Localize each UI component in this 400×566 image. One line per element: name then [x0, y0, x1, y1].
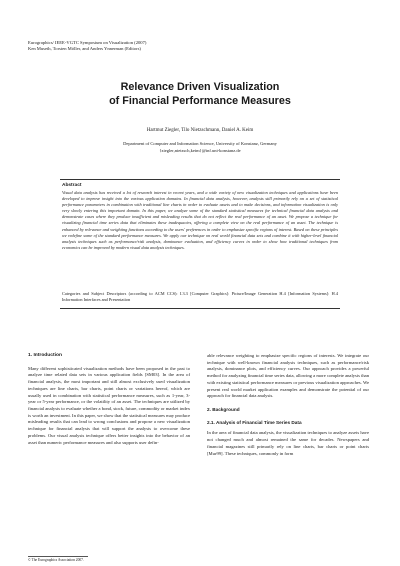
affiliation-department: Department of Computer and Information Science, University of Konstanz, Germany	[123, 141, 277, 146]
paper-title	[0, 80, 400, 108]
venue-line-1: Eurographics/ IEEE-VGTC Symposium on Visualization (2007)	[28, 40, 147, 45]
abstract-text: Visual data analysis has received a lot of research interest in recent years, and a wide variety of new visualization techniques and applications have been developed to improve insight into the various application domains. In financial data analysis, however, analysts still primarily rely on a set of statistical performance parameters in combination with traditional line charts in order to evaluate assets and to make decisions, and information visualization is only very slowly entering this important domain. In this paper, we analyze some of the standard statistical measures for technical financial data analysis and demonstrate cases where they produce insufficient and misleading results that do not reflect the real performance of an asset. We propose a technique for visualizing financial time series data that eliminates these inadequacies, offering a complete view on the real performance of an asset. The technique is enhanced by relevance and weighting functions according to the users' preferences in order to emphasize specific regions of interest. Based on these principles we redefine some of the standard performance measures. We apply our technique on real world financial data sets and combine it with higher-level financial analysis techniques such as performance/risk analysis, dominance evaluation, and efficiency curves in order to show how traditional techniques from economics can be improved by modern visual data analysis techniques.	[62, 189, 338, 251]
introduction-continuation: able relevance weighting to emphasize specific regions of interests. We integrate our technique with well-known financial analysis techniques, such as performance/risk analysis, dominance plots, and efficiency curves. Our approach provides a powerful method for analyzing financial time series data, allowing a more complete analysis than with existing statistical performance measures or previous visualization approaches. We present real world market application examples and demonstrate the potential of our approach for financial data analysis.	[207, 353, 369, 399]
copyright-footnote: © The Eurographics Association 2007.	[28, 558, 84, 562]
abstract-block	[62, 183, 338, 251]
venue-header	[28, 40, 368, 53]
author-list: Hartmut Ziegler, Tilo Nietzschmann, Daniel A. Keim	[146, 128, 254, 133]
acm-categories: Categories and Subject Descriptors (according to ACM CCS): I.3.3 [Computer Graphics]: Picture/Image Generation H.4 [Information Systems]: H.4 Information Interfaces and Presentation	[62, 291, 338, 303]
abstract-heading: Abstract	[62, 183, 82, 188]
title-line-1: Relevance Driven Visualization	[120, 81, 280, 93]
section-heading-introduction: 1. Introduction	[28, 353, 62, 358]
affiliation	[0, 141, 400, 154]
left-column	[28, 353, 190, 446]
introduction-paragraph: Many different sophisticated visualization methods have been proposed in the past to analyze time related data sets in various application fields [SM03]. In the area of financial analysis, the most important and still almost exclusively used visualization techniques are line charts, bar charts, point charts or variations hereof, which are usually used in combination with statistical performance measures, such as 1-year, 3-year or 5-year performance, or the volatility of an asset. The techniques are utilized by financial analysts to evaluate whether a bond, stock, future, commodity or market index is worth an investment. In this paper, we show that the statistical measures may produce misleading results that can lead to wrong conclusions and propose a new visualization technique for financial analysis that will support the analysts to overcome these problems. Our visual analysis technique offers better insights into the behavior of an asset than numeric performance measures and also supports user defin-	[28, 365, 190, 445]
section-heading-background: 2. Background	[207, 407, 240, 413]
title-line-2: of Financial Performance Measures	[109, 95, 291, 107]
subsection-heading-financial-time-series: 2.1. Analysis of Financial Time Series Data	[207, 419, 302, 425]
affiliation-email: {ziegler,nietzsch,keim}@inf.uni-konstanz.de	[159, 147, 241, 153]
background-paragraph: In the area of financial data analysis, the visualization techniques to analyze assets have not changed much and almost remained the same for decades. Newspapers and financial magazines still primarily rely on line charts, bar charts or point charts [Mur99]. These techniques, commonly in form	[207, 430, 369, 456]
abstract-top-rule	[60, 179, 340, 180]
footnote-rule	[28, 556, 88, 557]
abstract-bottom-rule	[60, 308, 340, 309]
right-column	[207, 353, 369, 457]
venue-line-2: Ken Museth, Torsten Möller, and Anders Ynnerman (Editors)	[28, 46, 141, 52]
